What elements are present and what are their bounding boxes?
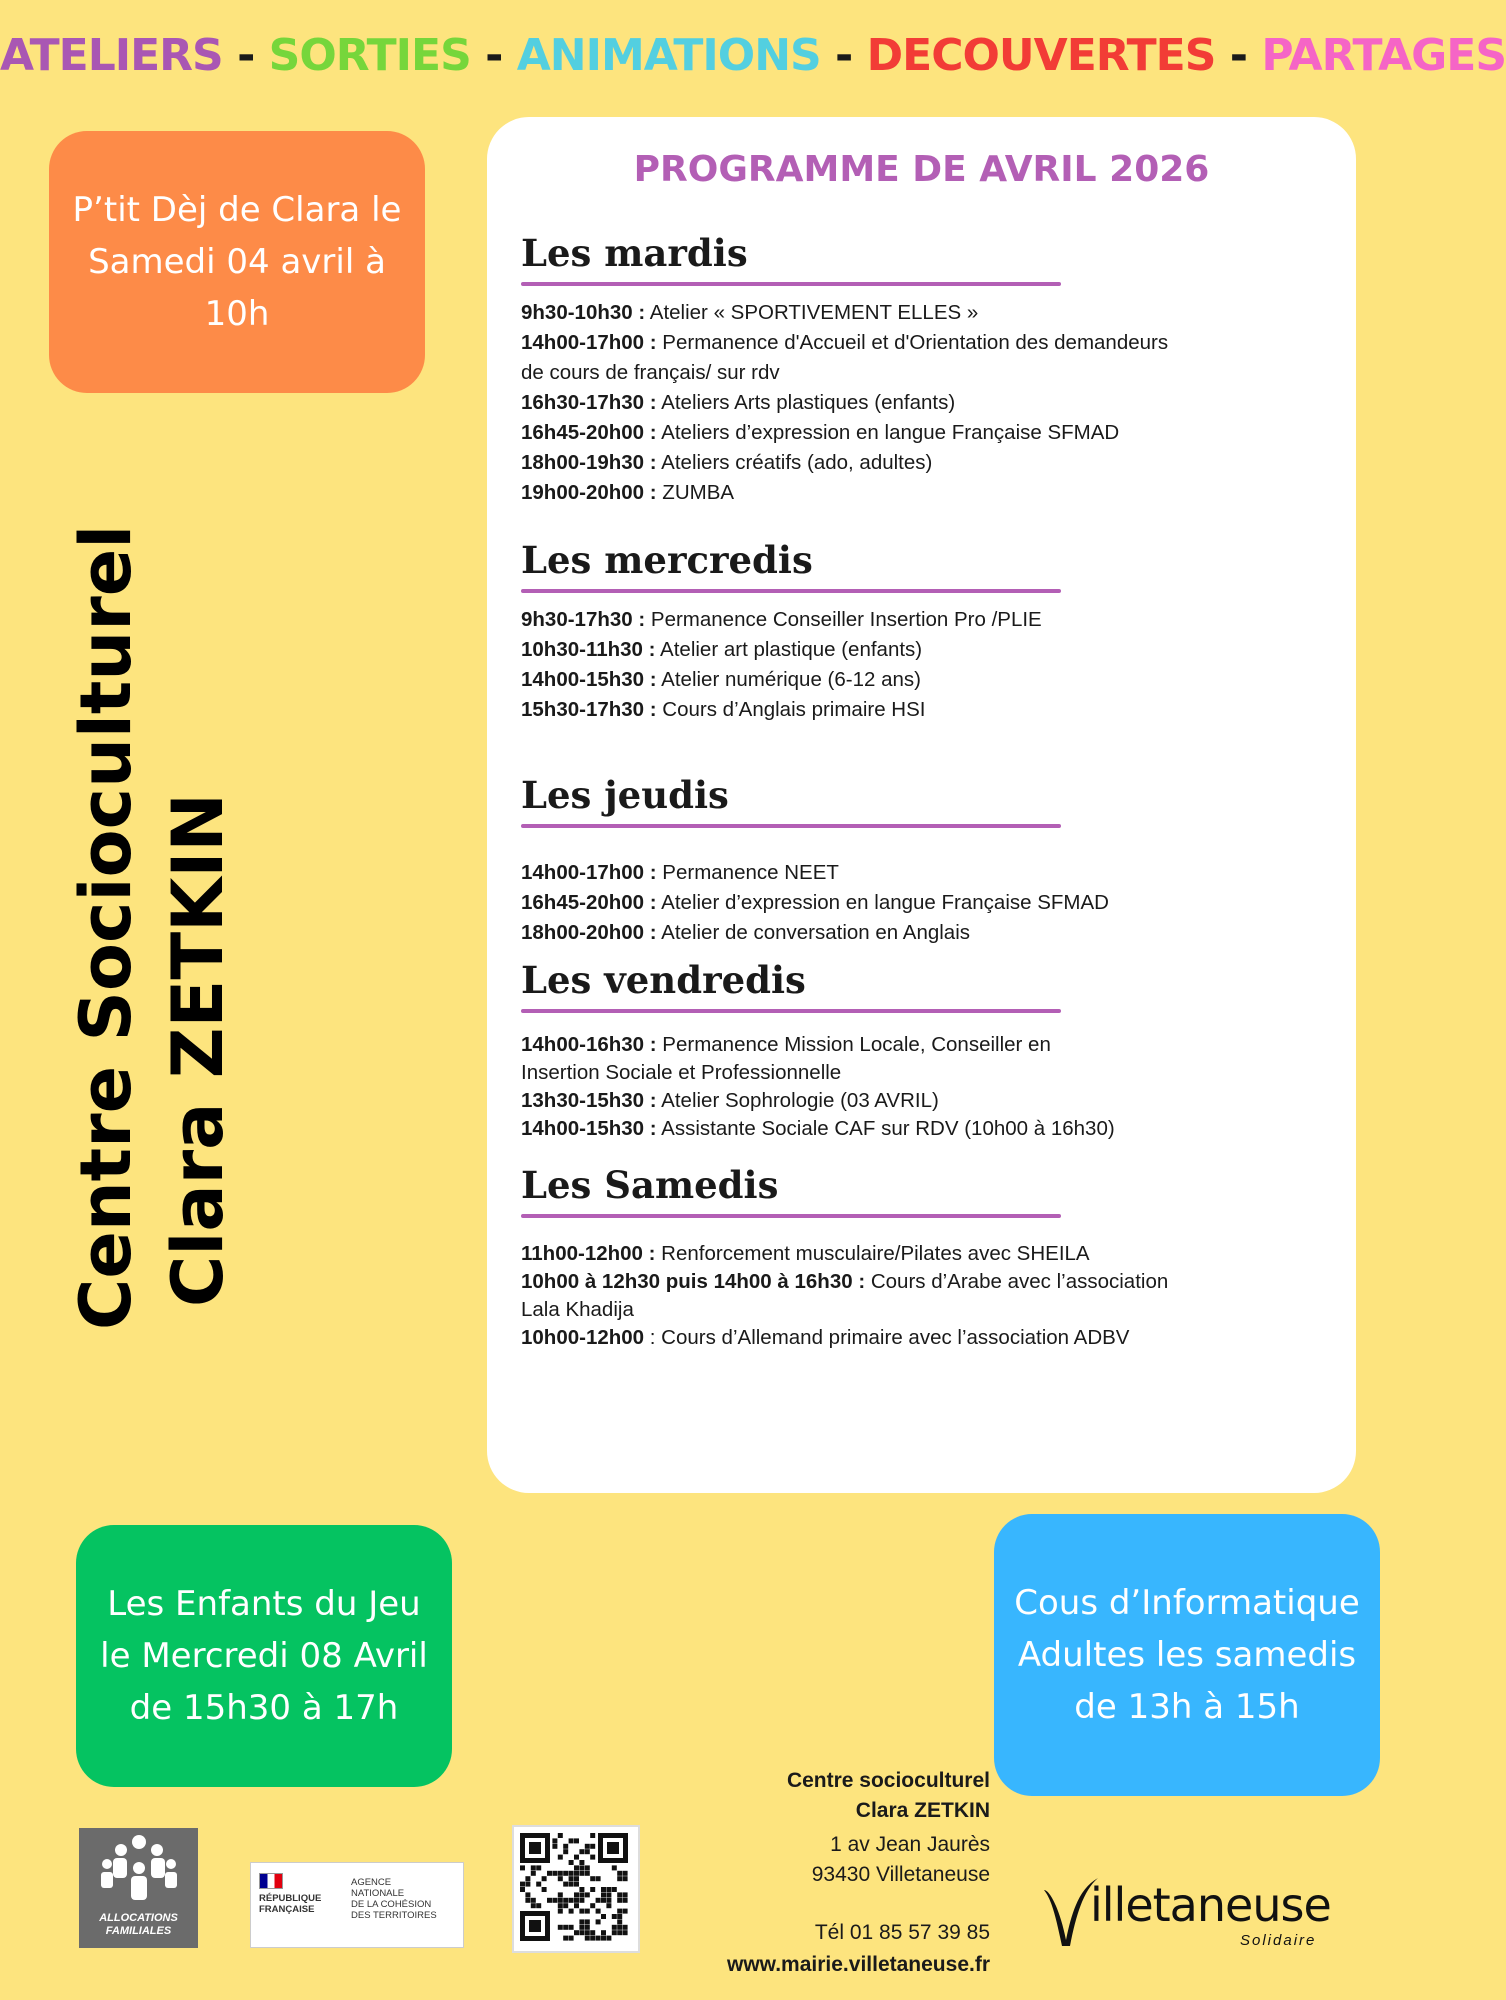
- informatique-box: [994, 1514, 1380, 1796]
- banner-word-partages: PARTAGES: [1261, 30, 1506, 81]
- qr-module: [525, 1898, 530, 1903]
- schedule-line: 9h30-17h30 : Permanence Conseiller Insertion Pro /PLIE: [521, 608, 1042, 631]
- qr-module: [596, 1876, 601, 1881]
- section-mercredis: [521, 537, 1311, 725]
- ptit-dej-line: P’tit Dèj de Clara le: [72, 190, 402, 230]
- qr-module: [579, 1925, 584, 1930]
- qr-module: [601, 1936, 606, 1941]
- qr-module: [606, 1898, 611, 1903]
- republique-francaise-mark: RÉPUBLIQUE FRANÇAISE: [259, 1873, 339, 1915]
- qr-module: [585, 1909, 590, 1914]
- qr-module: [623, 1930, 628, 1935]
- section-heading: Les jeudis: [521, 773, 729, 817]
- qr-module: [574, 1903, 579, 1908]
- qr-module: [590, 1833, 595, 1838]
- qr-module: [531, 1898, 536, 1903]
- banner-word-sorties: SORTIES: [268, 30, 471, 81]
- qr-module: [579, 1909, 584, 1914]
- qr-module: [606, 1903, 611, 1908]
- banner-word-ateliers: ATELIERS: [0, 30, 223, 81]
- qr-module: [590, 1936, 595, 1941]
- schedule-line: 19h00-20h00 : ZUMBA: [521, 481, 735, 504]
- program-panel: [487, 117, 1356, 1493]
- qr-module: [585, 1925, 590, 1930]
- qr-module: [585, 1849, 590, 1854]
- qr-module: [552, 1844, 557, 1849]
- qr-module: [558, 1871, 563, 1876]
- qr-module: [563, 1898, 568, 1903]
- qr-module: [531, 1871, 536, 1876]
- informatique-line: de 13h à 15h: [1074, 1687, 1300, 1727]
- qr-module: [525, 1892, 530, 1897]
- qr-module: [558, 1903, 563, 1908]
- qr-module: [579, 1860, 584, 1865]
- qr-module: [552, 1838, 557, 1843]
- qr-module: [563, 1903, 568, 1908]
- qr-module: [601, 1930, 606, 1935]
- qr-module: [617, 1914, 622, 1919]
- qr-module: [623, 1871, 628, 1876]
- qr-module: [623, 1909, 628, 1914]
- section-rule: [521, 589, 1061, 593]
- section-samedis: [521, 1162, 1311, 1352]
- qr-module: [606, 1887, 611, 1892]
- qr-module: [558, 1898, 563, 1903]
- qr-module: [569, 1876, 574, 1881]
- contact-website[interactable]: www.mairie.villetaneuse.fr: [727, 1953, 990, 1976]
- qr-module: [601, 1914, 606, 1919]
- qr-module: [563, 1849, 568, 1854]
- qr-module: [617, 1892, 622, 1897]
- schedule-line: 16h45-20h00 : Ateliers d’expression en langue Française SFMAD: [521, 421, 1120, 444]
- qr-code-image: [514, 1827, 634, 1947]
- qr-module: [579, 1887, 584, 1892]
- qr-module: [590, 1930, 595, 1935]
- qr-module: [617, 1925, 622, 1930]
- schedule-line: 14h00-16h30 : Permanence Mission Locale, Conseiller en: [521, 1033, 1051, 1056]
- qr-module: [585, 1919, 590, 1924]
- qr-module: [536, 1865, 541, 1870]
- qr-module: [585, 1871, 590, 1876]
- qr-module: [623, 1925, 628, 1930]
- centre-title-line: Clara ZETKIN: [157, 793, 239, 1307]
- qr-module: [617, 1876, 622, 1881]
- section-rule: [521, 1009, 1061, 1013]
- schedule-line: 13h30-15h30 : Atelier Sophrologie (03 AVRIL): [521, 1089, 939, 1112]
- contact-phone: Tél 01 85 57 39 85: [814, 1921, 990, 1944]
- schedule-line: Lala Khadija: [521, 1298, 634, 1321]
- qr-module: [579, 1865, 584, 1870]
- anct-logo: [250, 1862, 464, 1948]
- contact-address: 93430 Villetaneuse: [811, 1863, 990, 1886]
- enfants-line: le Mercredi 08 Avril: [100, 1636, 428, 1676]
- qr-module: [552, 1871, 557, 1876]
- caf-family-icon: [79, 1828, 198, 1908]
- banner-separator: -: [1229, 30, 1248, 81]
- enfants-line: de 15h30 à 17h: [129, 1688, 399, 1728]
- qr-module: [574, 1930, 579, 1935]
- qr-module: [563, 1871, 568, 1876]
- qr-module: [547, 1871, 552, 1876]
- qr-module: [542, 1887, 547, 1892]
- qr-module: [547, 1898, 552, 1903]
- qr-module: [574, 1892, 579, 1897]
- schedule-line: 14h00-17h00 : Permanence NEET: [521, 861, 839, 884]
- agence-cohesion-text: AGENCE NATIONALE DE LA COHÉSION DES TERRITOIRES: [351, 1877, 437, 1921]
- qr-module: [606, 1892, 611, 1897]
- banner-separator: -: [485, 30, 503, 81]
- schedule-line: 15h30-17h30 : Cours d’Anglais primaire HSI: [521, 698, 926, 721]
- qr-module: [531, 1903, 536, 1908]
- qr-module: [558, 1855, 563, 1860]
- informatique-line: Adultes les samedis: [1017, 1635, 1357, 1675]
- contact-address: 1 av Jean Jaurès: [830, 1833, 990, 1856]
- qr-module: [623, 1898, 628, 1903]
- centre-title-vertical: [60, 524, 280, 1330]
- schedule-line: 18h00-20h00 : Atelier de conversation en Anglais: [521, 921, 971, 944]
- qr-module: [601, 1892, 606, 1897]
- qr-module: [520, 1882, 525, 1887]
- section-rule: [521, 1214, 1061, 1218]
- qr-module: [574, 1865, 579, 1870]
- section-jeudis: [521, 772, 1311, 948]
- qr-module: [612, 1914, 617, 1919]
- ptit-dej-box: [49, 131, 425, 393]
- qr-module: [579, 1898, 584, 1903]
- qr-module: [590, 1876, 595, 1881]
- schedule-line: 10h00 à 12h30 puis 14h00 à 16h30 : Cours d’Arabe avec l’association: [521, 1270, 1169, 1293]
- schedule-line: 16h30-17h30 : Ateliers Arts plastiques (enfants): [521, 391, 956, 414]
- qr-module: [563, 1925, 568, 1930]
- villetaneuse-name: illetaneuse: [1090, 1878, 1331, 1932]
- qr-code[interactable]: [512, 1825, 640, 1953]
- schedule-line: 14h00-15h30 : Assistante Sociale CAF sur RDV (10h00 à 16h30): [521, 1117, 1115, 1140]
- qr-module: [542, 1876, 547, 1881]
- qr-module: [617, 1871, 622, 1876]
- qr-module: [569, 1838, 574, 1843]
- section-heading: Les mercredis: [521, 538, 813, 582]
- banner-word-decouvertes: DECOUVERTES: [866, 30, 1216, 81]
- section-vendredis: [521, 957, 1311, 1143]
- qr-module: [563, 1882, 568, 1887]
- centre-title-line: Centre Socioculturel: [65, 524, 147, 1330]
- qr-module: [558, 1925, 563, 1930]
- qr-module: [579, 1930, 584, 1935]
- qr-module: [520, 1887, 525, 1892]
- schedule-line: Insertion Sociale et Professionnelle: [521, 1061, 842, 1084]
- qr-module: [601, 1898, 606, 1903]
- enfants-line: Les Enfants du Jeu: [107, 1584, 421, 1624]
- ptit-dej-line: Samedi 04 avril à: [88, 242, 386, 282]
- schedule-line: 18h00-19h30 : Ateliers créatifs (ado, adultes): [521, 451, 933, 474]
- banner-separator: -: [237, 30, 255, 81]
- qr-module: [563, 1844, 568, 1849]
- qr-module: [569, 1936, 574, 1941]
- qr-module: [525, 1882, 530, 1887]
- caf-logo-text: ALLOCATIONS FAMILIALES: [99, 1912, 178, 1937]
- qr-module: [596, 1909, 601, 1914]
- qr-module: [558, 1833, 563, 1838]
- qr-module: [574, 1871, 579, 1876]
- ptit-dej-line: 10h: [204, 294, 270, 334]
- section-heading: Les mardis: [521, 231, 748, 275]
- schedule-line: 16h45-20h00 : Atelier d’expression en langue Française SFMAD: [521, 891, 1109, 914]
- qr-module: [579, 1871, 584, 1876]
- qr-module: [569, 1898, 574, 1903]
- header-banner: [0, 30, 1506, 81]
- qr-module: [574, 1882, 579, 1887]
- section-heading: Les vendredis: [521, 958, 806, 1002]
- qr-module: [558, 1909, 563, 1914]
- qr-module: [606, 1936, 611, 1941]
- schedule-line: 14h00-15h30 : Atelier numérique (6-12 ans): [521, 668, 921, 691]
- schedule-line: 11h00-12h00 : Renforcement musculaire/Pilates avec SHEILA: [521, 1242, 1090, 1265]
- section-rule: [521, 824, 1061, 828]
- schedule-line: de cours de français/ sur rdv: [521, 361, 780, 384]
- informatique-line: Cous d’Informatique: [1014, 1583, 1360, 1623]
- enfants-du-jeu-box: [76, 1525, 452, 1787]
- schedule-line: 14h00-17h00 : Permanence d'Accueil et d'Orientation des demandeurs: [521, 331, 1169, 354]
- qr-module: [563, 1936, 568, 1941]
- qr-module: [596, 1936, 601, 1941]
- qr-module: [574, 1876, 579, 1881]
- qr-module: [574, 1898, 579, 1903]
- villetaneuse-tagline: Solidaire: [1240, 1932, 1317, 1949]
- qr-module: [623, 1876, 628, 1881]
- qr-module: [617, 1919, 622, 1924]
- contact-name: Centre socioculturel: [786, 1769, 990, 1792]
- qr-module: [579, 1919, 584, 1924]
- qr-module: [569, 1860, 574, 1865]
- qr-module: [558, 1892, 563, 1897]
- qr-module: [574, 1855, 579, 1860]
- program-title: PROGRAMME DE AVRIL 2026: [633, 149, 1210, 190]
- qr-module: [585, 1936, 590, 1941]
- contact-name: Clara ZETKIN: [855, 1799, 990, 1822]
- qr-module: [531, 1865, 536, 1870]
- qr-module: [525, 1876, 530, 1881]
- qr-module: [536, 1882, 541, 1887]
- qr-module: [569, 1925, 574, 1930]
- qr-module: [552, 1898, 557, 1903]
- qr-module: [596, 1919, 601, 1924]
- qr-module: [590, 1844, 595, 1849]
- schedule-line: 10h00-12h00 : Cours d’Allemand primaire avec l’association ADBV: [521, 1326, 1130, 1349]
- qr-module: [612, 1865, 617, 1870]
- qr-module: [612, 1930, 617, 1935]
- qr-module: [596, 1898, 601, 1903]
- qr-module: [601, 1887, 606, 1892]
- qr-module: [579, 1892, 584, 1897]
- qr-module: [585, 1844, 590, 1849]
- schedule-line: 10h30-11h30 : Atelier art plastique (enfants): [521, 638, 923, 661]
- qr-module: [569, 1882, 574, 1887]
- qr-module: [569, 1871, 574, 1876]
- qr-module: [574, 1838, 579, 1843]
- caf-logo: [79, 1828, 198, 1948]
- section-mardis: [521, 230, 1311, 508]
- qr-module: [590, 1855, 595, 1860]
- qr-module: [558, 1876, 563, 1881]
- qr-module: [623, 1892, 628, 1897]
- qr-module: [612, 1887, 617, 1892]
- qr-module: [536, 1903, 541, 1908]
- qr-module: [585, 1892, 590, 1897]
- villetaneuse-logo: [1040, 1870, 1340, 1960]
- qr-module: [569, 1909, 574, 1914]
- qr-module: [612, 1925, 617, 1930]
- contact-block: [640, 1766, 990, 1980]
- qr-module: [617, 1898, 622, 1903]
- qr-module: [617, 1930, 622, 1935]
- qr-module: [617, 1909, 622, 1914]
- qr-module: [590, 1887, 595, 1892]
- qr-module: [590, 1903, 595, 1908]
- qr-module: [579, 1849, 584, 1854]
- section-heading: Les Samedis: [521, 1163, 779, 1207]
- section-rule: [521, 282, 1061, 286]
- qr-module: [585, 1930, 590, 1935]
- qr-module: [585, 1865, 590, 1870]
- banner-word-animations: ANIMATIONS: [516, 30, 821, 81]
- schedule-line: 9h30-10h30 : Atelier « SPORTIVEMENT ELLES »: [521, 301, 979, 324]
- qr-module: [520, 1865, 525, 1870]
- banner-separator: -: [835, 30, 853, 81]
